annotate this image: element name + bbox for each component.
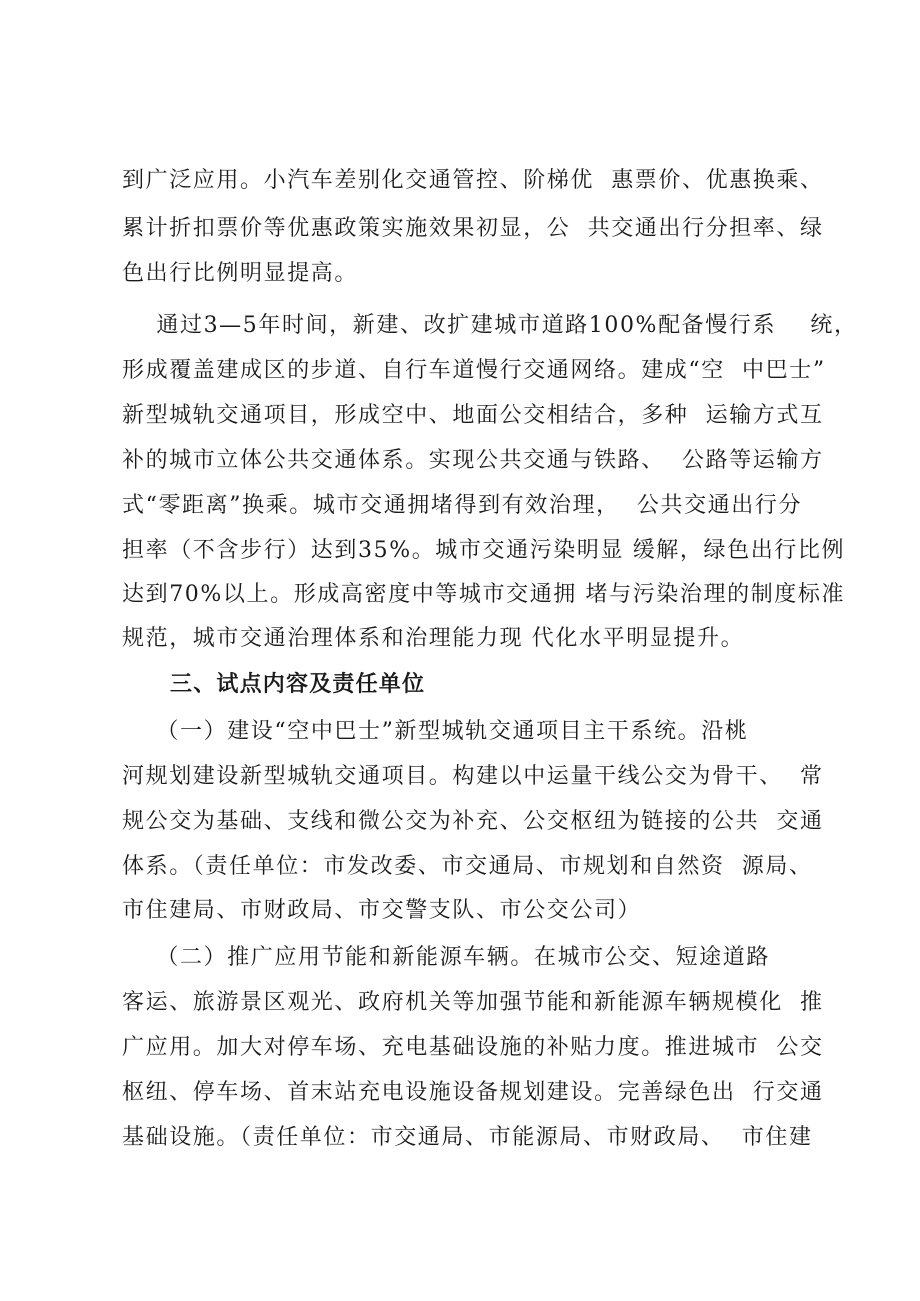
paragraph-3-line-5: 市住建局、市财政局、市交警支队、市公交公司） [122,898,642,923]
paragraph-3-line-2: 河规划建设新型城轨交通项目。构建以中运量干线公交为骨干、 常 [122,764,824,789]
paragraph-1-line-3: 色出行比例明显提高。 [122,261,359,286]
paragraph-3-line-3: 规公交为基础、支线和微公交为补充、公交枢纽为链接的公共 交通 [122,809,824,834]
paragraph-3-line-1: （一）建设“空中巴士”新型城轨交通项目主干系统。沿桃 [122,719,749,744]
paragraph-1-line-2: 累计折扣票价等优惠政策实施效果初显，公 共交通出行分担率、绿 [122,216,824,241]
paragraph-4-line-2: 客运、旅游景区观光、政府机关等加强节能和新能源车辆规模化 推 [122,990,824,1015]
paragraph-2-line-6: 担率（不含步行）达到35%。城市交通污染明显 缓解，绿色出行比例 [122,538,846,563]
paragraph-3-line-4: 体系。（责任单位：市发改委、市交通局、市规划和自然资 源局、 [122,854,813,879]
paragraph-4-line-5: 基础设施。（责任单位：市交通局、市能源局、市财政局、 市住建 [122,1125,813,1150]
paragraph-4-line-1: （二）推广应用节能和新能源车辆。在城市公交、短途道路 [122,945,770,970]
paragraph-4-line-4: 枢纽、停车场、首末站充电设施设备规划建设。完善绿色出 行交通 [122,1080,824,1105]
paragraph-4-line-3: 广应用。加大对停车场、充电基础设施的补贴力度。推进城市 公交 [122,1035,824,1060]
section-heading: 三、试点内容及责任单位 [170,672,426,697]
paragraph-1-line-1: 到广泛应用。小汽车差别化交通管控、阶梯优 惠票价、优惠换乘、 [122,168,824,193]
paragraph-2-line-5: 式“零距离”换乘。城市交通拥堵得到有效治理， 公共交通出行分 [122,493,803,518]
paragraph-2-line-2: 形成覆盖建成区的步道、自行车道慢行交通网络。建成“空 中巴士” [122,358,826,383]
paragraph-2-line-3: 新型城轨交通项目，形成空中、地面公交相结合，多种 运输方式互 [122,403,824,428]
paragraph-2-line-8: 规范，城市交通治理体系和治理能力现 代化水平明显提升。 [122,626,745,651]
paragraph-2-line-1: 通过3—5年时间，新建、改扩建城市道路100%配备慢行系 统， [122,313,858,338]
paragraph-2-line-7: 达到70%以上。形成高密度中等城市交通拥 堵与污染治理的制度标准 [122,582,846,607]
paragraph-2-line-4: 补的城市立体公共交通体系。实现公共交通与铁路、 公路等运输方 [122,448,824,473]
